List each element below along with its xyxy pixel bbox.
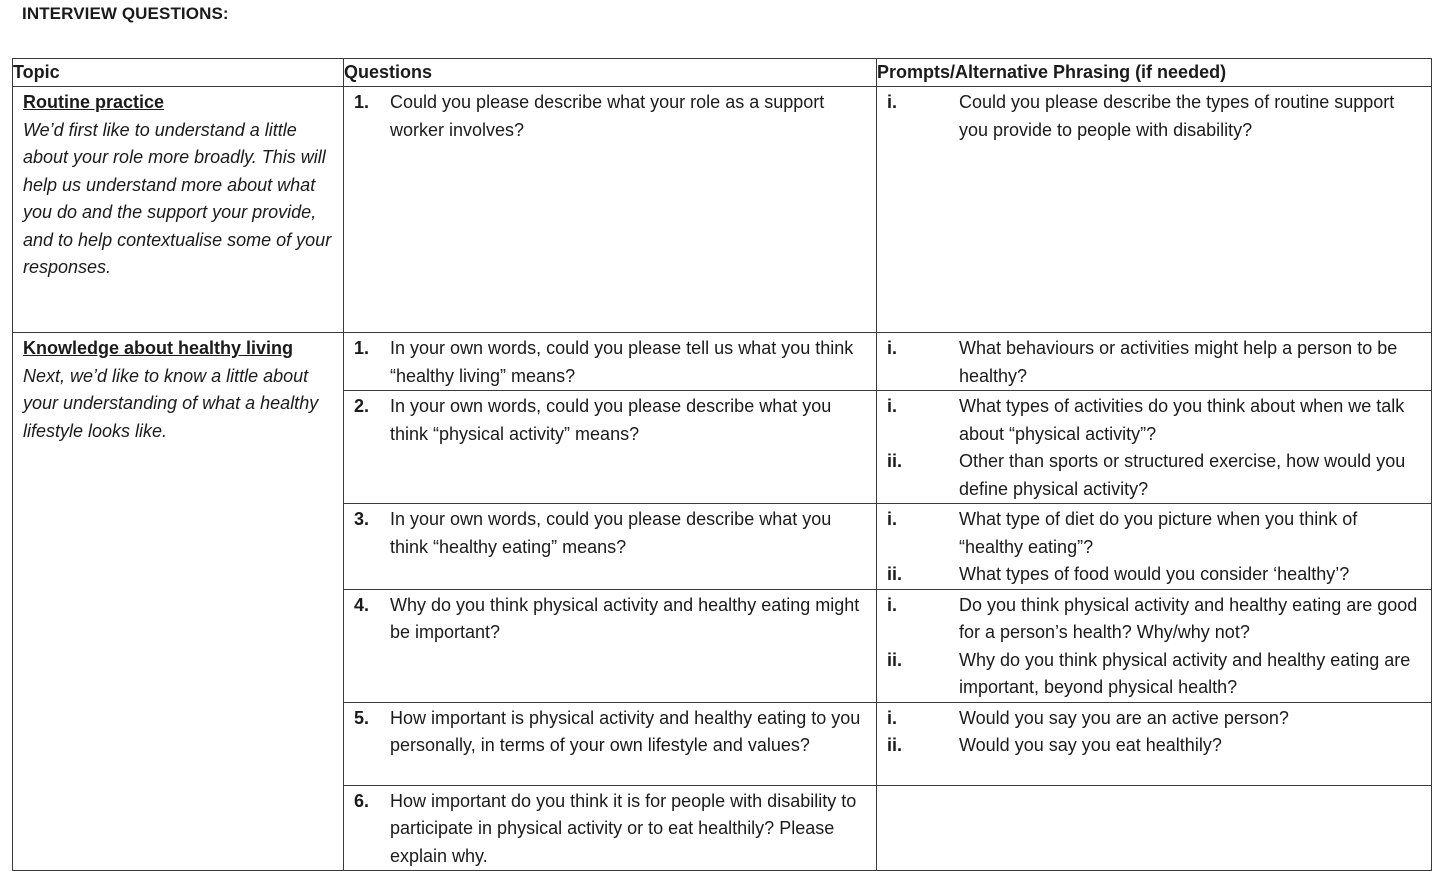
question-text: Why do you think physical activity and healthy eating might be important?: [390, 594, 860, 642]
question-number: 6.: [354, 790, 370, 811]
question-text: In your own words, could you please tell us what you think “healthy living” means?: [390, 338, 854, 386]
prompts-cell: [877, 87, 1432, 333]
prompts-cell: [877, 391, 1432, 504]
prompts-cell: [877, 702, 1432, 785]
prompt-text: What types of activities do you think about when we talk about “physical activity”?: [959, 396, 1405, 444]
question-number: 1.: [354, 338, 370, 358]
topic-cell-healthy-living: [13, 333, 344, 871]
topic-title: Routine practice: [23, 92, 165, 112]
question-cell: [344, 702, 877, 785]
topic-title: Knowledge about healthy living: [23, 338, 294, 358]
prompt-text: What behaviours or activities might help a person to be healthy?: [959, 338, 1398, 386]
prompt-number: i.: [887, 338, 898, 358]
prompt-number: i.: [887, 92, 898, 112]
prompt-text: Would you say you are an active person?: [959, 707, 1289, 728]
prompts-cell: [877, 333, 1432, 391]
prompt-text: Do you think physical activity and healthy eating are good for a person’s health? Why/why not?: [959, 594, 1418, 642]
question-text: How important do you think it is for people with disability to participate in physical activity or to eat healthily? Please explain why.: [390, 790, 857, 866]
prompt-text: Would you say you eat healthily?: [959, 735, 1222, 755]
question-number: 2.: [354, 396, 370, 416]
question-number: 1.: [354, 92, 370, 112]
prompt-number: ii.: [887, 564, 903, 584]
question-number: 3.: [354, 509, 370, 529]
question-cell: [344, 785, 877, 871]
table-row: [13, 87, 1432, 333]
question-cell: [344, 589, 877, 702]
document-title: INTERVIEW QUESTIONS:: [22, 4, 229, 23]
table-header-row: [13, 59, 1432, 87]
question-cell: [344, 333, 877, 391]
prompt-number: i.: [887, 707, 898, 728]
header-prompts: Prompts/Alternative Phrasing (if needed): [877, 59, 1432, 87]
prompt-number: ii.: [887, 649, 903, 670]
question-text: How important is physical activity and healthy eating to you personally, in terms of your own lifestyle and values?: [390, 707, 861, 755]
prompt-number: i.: [887, 396, 898, 416]
question-cell: [344, 87, 877, 333]
prompt-number: i.: [887, 509, 898, 529]
prompt-text: Other than sports or structured exercise, how would you define physical activity?: [959, 451, 1406, 499]
question-cell: [344, 391, 877, 504]
table-row: [13, 333, 1432, 391]
prompt-number: i.: [887, 594, 898, 615]
topic-description: We’d first like to understand a little about your role more broadly. This will help us understand more about what you do and the support your provide, and to help contextualise some of your responses.: [23, 119, 332, 277]
prompts-cell: [877, 589, 1432, 702]
prompt-text: What type of diet do you picture when you think of “healthy eating”?: [959, 509, 1358, 557]
topic-description: Next, we’d like to know a little about your understanding of what a healthy lifestyle looks like.: [23, 365, 319, 441]
question-number: 5.: [354, 707, 370, 728]
prompt-text: Could you please describe the types of routine support you provide to people with disability?: [959, 92, 1395, 140]
question-cell: [344, 504, 877, 590]
prompts-cell: [877, 504, 1432, 590]
question-number: 4.: [354, 594, 370, 615]
question-text: In your own words, could you please describe what you think “healthy eating” means?: [390, 509, 832, 557]
topic-cell-routine-practice: [13, 87, 344, 333]
prompt-text: Why do you think physical activity and healthy eating are important, beyond physical health?: [959, 649, 1411, 697]
prompt-number: ii.: [887, 451, 903, 471]
prompt-text: What types of food would you consider ‘healthy’?: [959, 564, 1350, 584]
header-questions: Questions: [344, 59, 877, 87]
header-topic: Topic: [13, 59, 344, 87]
interview-questions-table: [12, 58, 1432, 871]
prompts-cell-empty: [877, 785, 1432, 871]
question-text: In your own words, could you please describe what you think “physical activity” means?: [390, 396, 832, 444]
prompt-number: ii.: [887, 735, 903, 755]
question-text: Could you please describe what your role as a support worker involves?: [390, 92, 825, 140]
